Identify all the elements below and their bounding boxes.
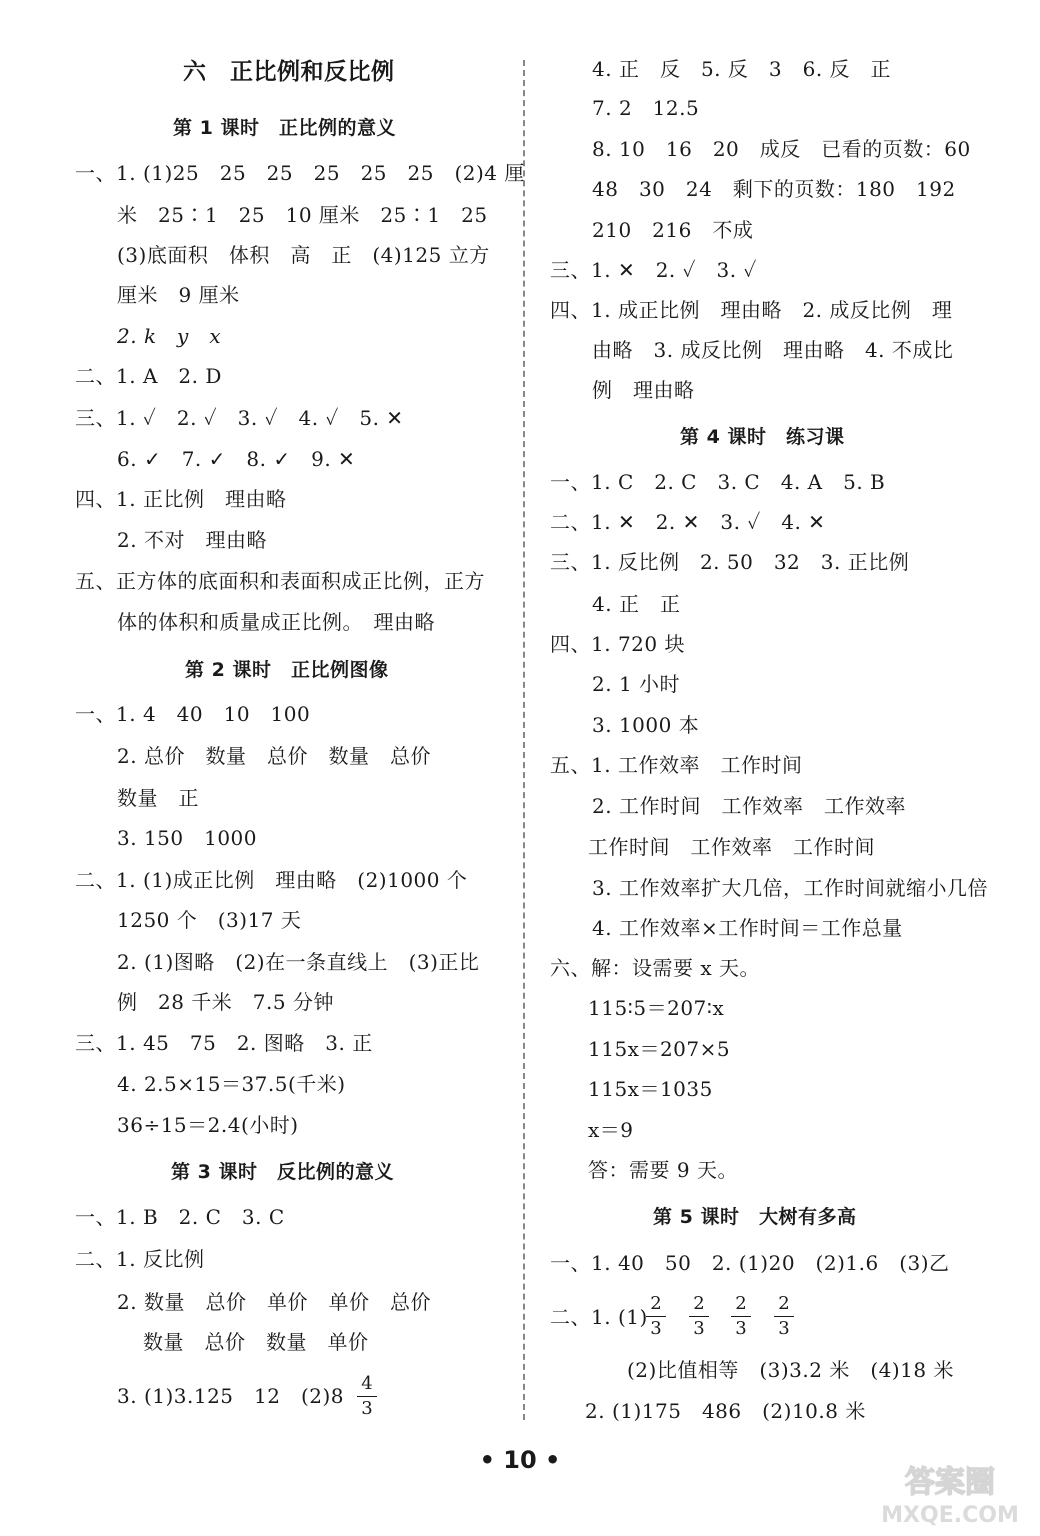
answer-line: 二、1. 反比例 — [75, 1247, 205, 1271]
answer-line: 一、1. 4 40 10 100 — [75, 702, 311, 726]
page-number: • 10 • — [479, 1446, 561, 1474]
answer-line: 4. 2.5×15＝37.5(千米) — [117, 1072, 346, 1096]
fraction — [646, 1294, 666, 1339]
answer-line: 3. 1000 本 — [592, 713, 700, 737]
chapter-title: 六 正比例和反比例 — [183, 59, 395, 85]
answer-line: 工作时间 工作效率 工作时间 — [588, 835, 875, 859]
answer-line: 7. 2 12.5 — [592, 96, 700, 120]
fraction-denominator: 3 — [693, 1318, 705, 1339]
answer-line: 四、1. 成正比例 理由略 2. 成反比例 理 — [550, 298, 953, 322]
answer-line: 1250 个 (3)17 天 — [117, 908, 302, 932]
fraction — [357, 1374, 377, 1419]
answer-line: 3. (1)3.125 12 (2)8 — [117, 1384, 345, 1408]
answer-line: 例 28 千米 7.5 分钟 — [117, 990, 334, 1014]
answer-line: 6. ✓ 7. ✓ 8. ✓ 9. ✕ — [117, 447, 356, 471]
lesson-heading-1: 第 1 课时 正比例的意义 — [173, 117, 396, 139]
answer-line: 4. 正 正 — [592, 592, 681, 616]
answer-line: 答：需要 9 天。 — [588, 1158, 738, 1182]
column-divider — [523, 60, 525, 1420]
answer-line: 一、1. C 2. C 3. C 4. A 5. B — [550, 470, 886, 494]
fraction-denominator: 3 — [361, 1398, 373, 1419]
lesson-heading-2: 第 2 课时 正比例图像 — [185, 659, 389, 681]
fraction — [731, 1294, 751, 1339]
answer-line: 2. 工作时间 工作效率 工作效率 — [592, 794, 906, 818]
answer-line: 三、1. ✓ 2. ✓ 3. ✓ 4. ✓ 5. ✕ — [75, 406, 404, 430]
answer-line: 2. (1)175 486 (2)10.8 米 — [585, 1399, 866, 1423]
fraction — [774, 1294, 794, 1339]
answer-line: 2. 1 小时 — [592, 672, 681, 696]
fraction-denominator: 3 — [735, 1318, 747, 1339]
answer-line: 五、1. 工作效率 工作时间 — [550, 753, 803, 777]
answer-line: 4. 工作效率×工作时间＝工作总量 — [592, 916, 903, 940]
answer-line: 一、1. (1)25 25 25 25 25 25 (2)4 厘 — [75, 161, 525, 185]
answer-line: 115x＝1035 — [588, 1077, 713, 1101]
fraction-numerator: 2 — [778, 1293, 790, 1314]
fraction — [689, 1294, 709, 1339]
answer-line: 48 30 24 剩下的页数：180 192 — [592, 177, 956, 201]
answer-line: (2)比值相等 (3)3.2 米 (4)18 米 — [627, 1358, 954, 1382]
answer-line: 2. 不对 理由略 — [117, 528, 267, 552]
answer-line: 例 理由略 — [592, 378, 695, 402]
answer-line: 三、1. ✕ 2. ✓ 3. ✓ — [550, 258, 757, 282]
answer-line: 由略 3. 成反比例 理由略 4. 不成比 — [592, 338, 954, 362]
answer-line: 米 25∶1 25 10 厘米 25∶1 25 — [117, 203, 488, 227]
answer-line: 115x＝207×5 — [588, 1037, 731, 1061]
fraction-denominator: 3 — [650, 1318, 662, 1339]
answer-line: 2. 总价 数量 总价 数量 总价 — [117, 744, 431, 768]
fraction-numerator: 2 — [693, 1293, 705, 1314]
fraction-numerator: 2 — [650, 1293, 662, 1314]
answer-line: 36÷15＝2.4(小时) — [117, 1113, 299, 1137]
answer-line: 210 216 不成 — [592, 218, 754, 242]
answer-line: 数量 正 — [117, 786, 199, 810]
answer-line: 二、1. (1) — [550, 1305, 648, 1329]
answer-line: 2. 数量 总价 单价 单价 总价 — [117, 1290, 431, 1314]
lesson-heading-5: 第 5 课时 大树有多高 — [653, 1206, 857, 1228]
answer-line: 厘米 9 厘米 — [117, 283, 240, 307]
answer-line: 2. k y x — [117, 324, 222, 348]
answer-line: 四、1. 720 块 — [550, 632, 685, 656]
answer-line: 三、1. 45 75 2. 图略 3. 正 — [75, 1031, 373, 1055]
answer-line: 2. (1)图略 (2)在一条直线上 (3)正比 — [117, 950, 480, 974]
lesson-heading-4: 第 4 课时 练习课 — [680, 426, 845, 448]
fraction-numerator: 2 — [735, 1293, 747, 1314]
answer-line: (3)底面积 体积 高 正 (4)125 立方 — [117, 243, 490, 267]
answer-line: 三、1. 反比例 2. 50 32 3. 正比例 — [550, 550, 910, 574]
answer-line: 3. 150 1000 — [117, 826, 258, 850]
answer-line: x＝9 — [588, 1118, 634, 1142]
answer-line: 六、解：设需要 x 天。 — [550, 956, 760, 980]
answer-line: 二、1. (1)成正比例 理由略 (2)1000 个 — [75, 868, 468, 892]
answer-line: 二、1. A 2. D — [75, 364, 222, 388]
answer-line: 五、正方体的底面积和表面积成正比例，正方 — [75, 569, 485, 593]
fraction-denominator: 3 — [778, 1318, 790, 1339]
answer-line: 一、1. 40 50 2. (1)20 (2)1.6 (3)乙 — [550, 1251, 950, 1275]
watermark-top-text: 答案圈 — [905, 1465, 995, 1500]
lesson-heading-3: 第 3 课时 反比例的意义 — [171, 1161, 394, 1183]
answer-line: 一、1. B 2. C 3. C — [75, 1205, 285, 1229]
answer-line: 体的体积和质量成正比例。 理由略 — [117, 610, 435, 634]
answer-line: 四、1. 正比例 理由略 — [75, 487, 287, 511]
answer-line: 3. 工作效率扩大几倍，工作时间就缩小几倍 — [592, 876, 988, 900]
watermark-logo — [870, 1460, 1030, 1530]
watermark-bottom-text: MXQE.COM — [881, 1503, 1019, 1528]
answer-line: 二、1. ✕ 2. ✕ 3. ✓ 4. ✕ — [550, 510, 826, 534]
answer-line: 4. 正 反 5. 反 3 6. 反 正 — [592, 57, 892, 81]
answer-line: 8. 10 16 20 成反 已看的页数：60 — [592, 137, 971, 161]
answer-line: 数量 总价 数量 单价 — [143, 1330, 369, 1354]
answer-line: 115∶5＝207∶x — [588, 996, 725, 1020]
fraction-numerator: 4 — [361, 1373, 373, 1394]
